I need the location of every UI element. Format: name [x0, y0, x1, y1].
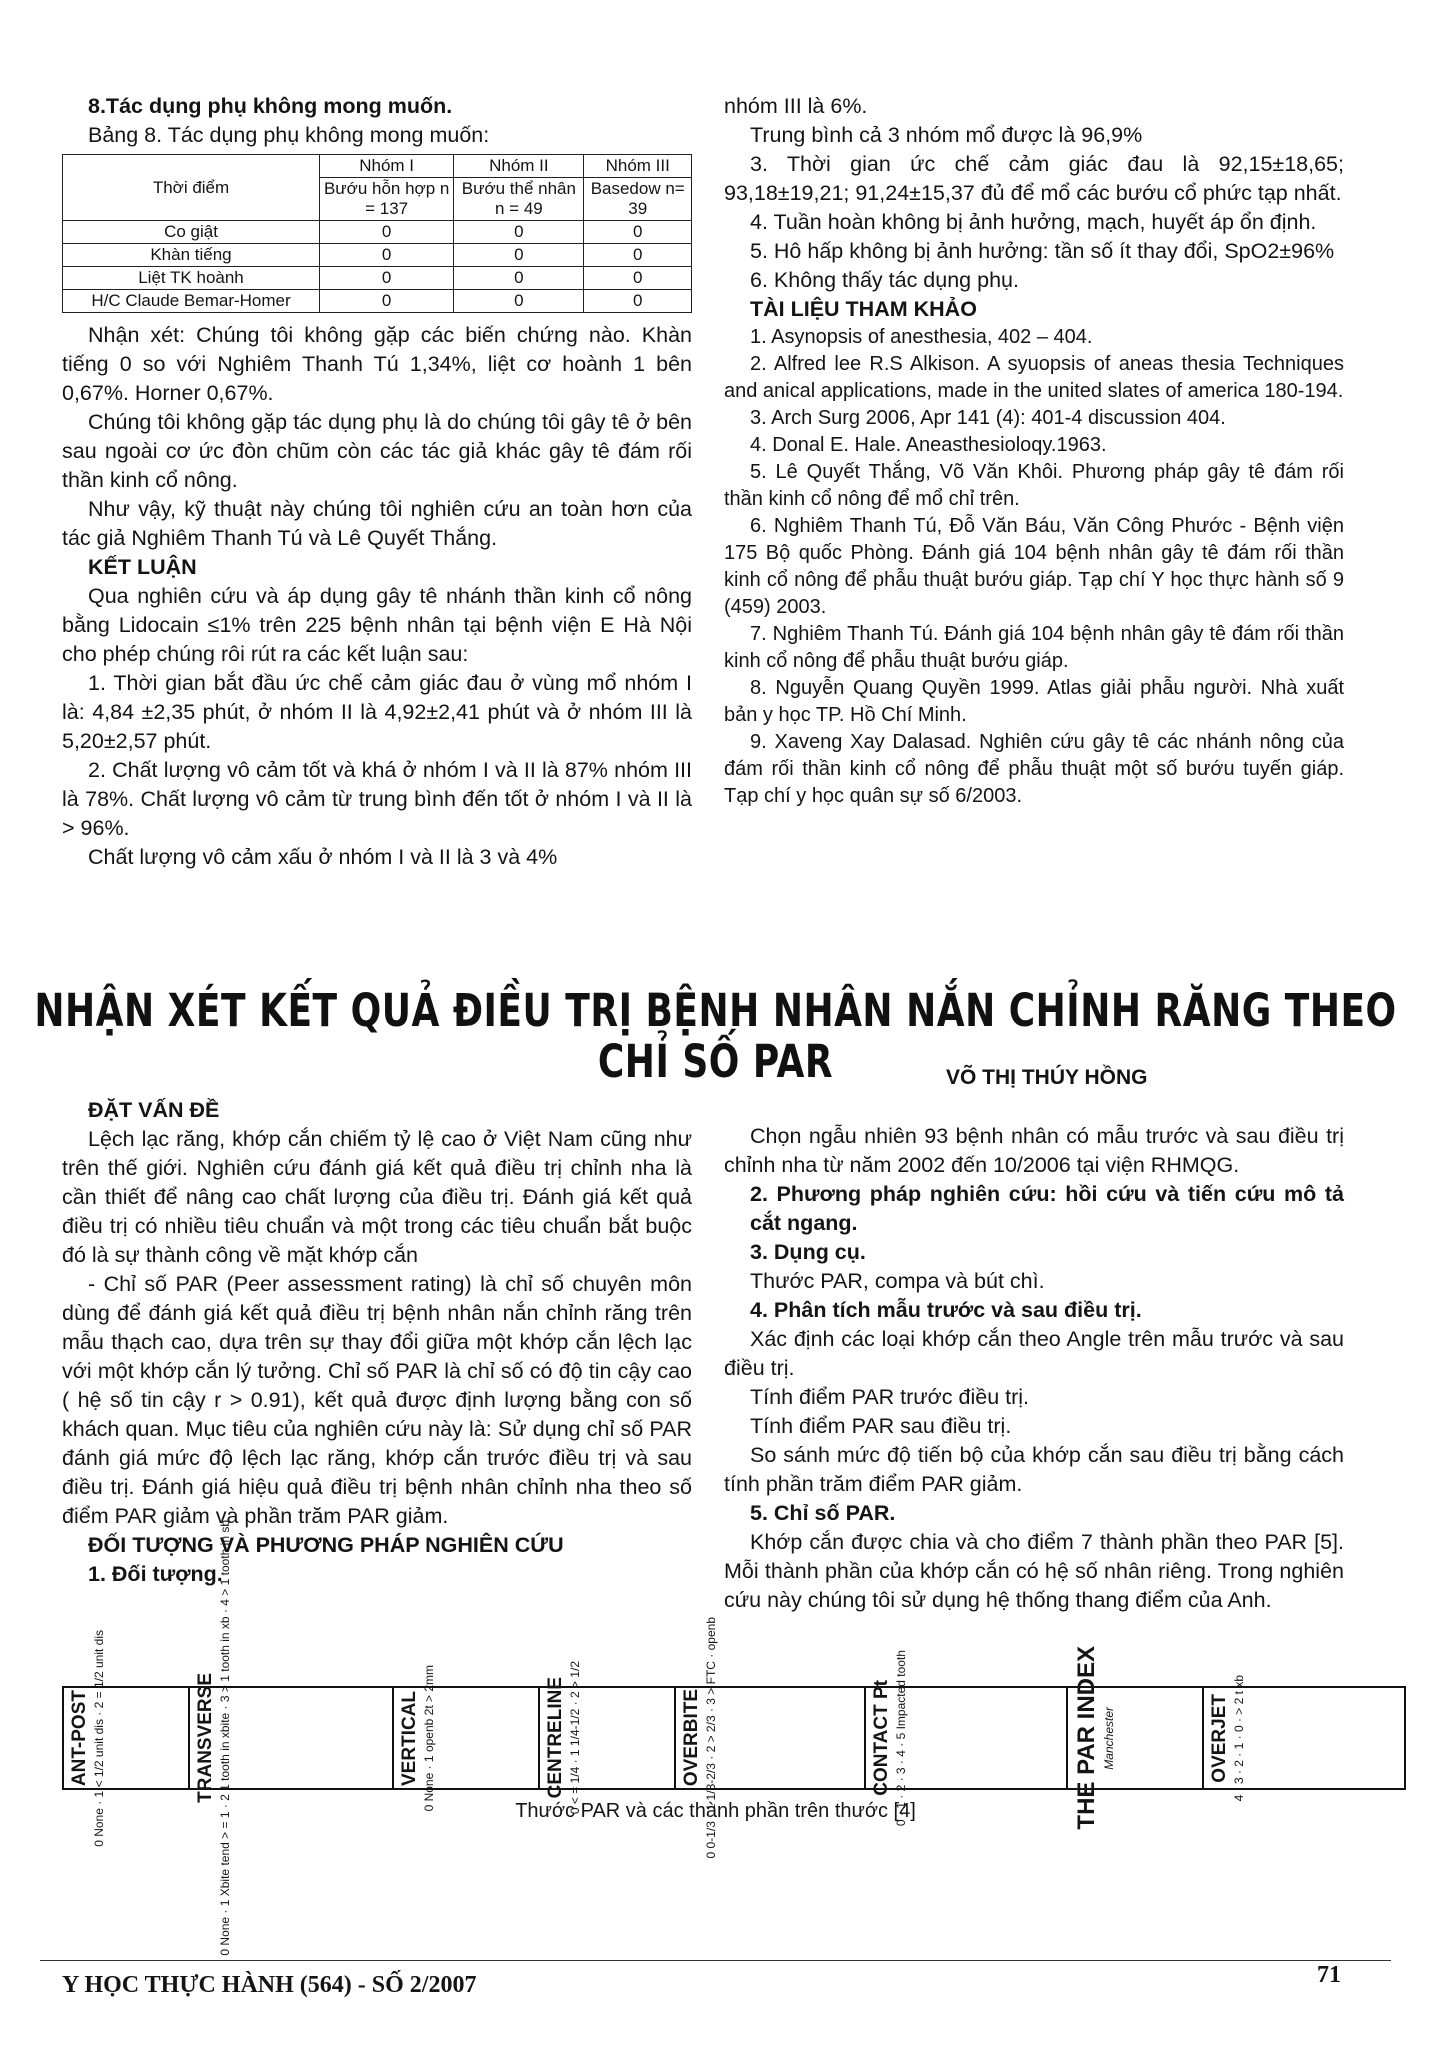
paragraph: Nhận xét: Chúng tôi không gặp các biến chứng nào. Khàn tiếng 0 so với Nghiêm Thanh Tú 1,34%, liệt cơ hoành 1 bên 0,67%. Horner 0,67%.	[62, 323, 692, 405]
paragraph: Thước PAR, compa và bút chì.	[750, 1269, 1045, 1293]
ruler-scale: 0 · 1 · 2 · 3 · 4 · 5 Impacted tooth	[894, 1649, 908, 1827]
reference-item: 1. Asynopsis of anesthesia, 402 – 404.	[750, 326, 1093, 348]
reference-item: 4. Donal E. Hale. Aneasthesioloqy.1963.	[750, 434, 1107, 456]
ruler-scale: 0 0-1/3 · 1 1/3-2/3 · 2 > 2/3 · 3 > FTC · openb	[704, 1617, 718, 1859]
ruler-segment-contact-point	[866, 1649, 1068, 1827]
ruler-label: VERTICAL	[399, 1690, 420, 1786]
table-row-label: Liệt TK hoành	[63, 267, 320, 290]
paragraph: Chất lượng vô cảm xấu ở nhóm I và II là 3 và 4%	[88, 845, 558, 869]
paragraph: Khớp cắn được chia và cho điểm 7 thành phần theo PAR [5]. Mỗi thành phần của khớp cắn có hệ số nhân riêng. Trong nghiên cứu này chúng tôi sử dụng hệ thống thang điểm của Anh.	[724, 1530, 1344, 1612]
paragraph: Trung bình cả 3 nhóm mổ được là 96,9%	[750, 123, 1143, 147]
table-cell: 0	[320, 267, 454, 290]
table-cell: 0	[454, 244, 584, 267]
table-subgroup-1: Bướu hỗn hợp n = 137	[320, 178, 454, 221]
paragraph: Tính điểm PAR sau điều trị.	[750, 1414, 1012, 1438]
table-cell: 0	[454, 267, 584, 290]
reference-list	[724, 324, 1344, 810]
ruler-label: CENTRELINE	[545, 1677, 566, 1799]
table-cell: 0	[454, 290, 584, 313]
table-subgroup-3: Basedow n= 39	[584, 178, 692, 221]
table-cell: 0	[320, 290, 454, 313]
paragraph: Chọn ngẫu nhiên 93 bệnh nhân có mẫu trước và sau điều trị chỉnh nha từ năm 2002 đến 10/2006 tại viện RHMQG.	[724, 1124, 1344, 1177]
table-cell: 0	[454, 221, 584, 244]
table-cell: 0	[584, 290, 692, 313]
table-caption: Bảng 8. Tác dụng phụ không mong muốn:	[88, 123, 490, 147]
paragraph: nhóm III là 6%.	[724, 94, 868, 118]
subsection-heading-par-index: 5. Chỉ số PAR.	[750, 1501, 896, 1525]
table-row	[63, 221, 692, 244]
article-title: NHẬN XÉT KẾT QUẢ ĐIỀU TRỊ BỆNH NHÂN NẮN CHỈNH RĂNG THEO CHỈ SỐ PAR	[34, 985, 1397, 1089]
reference-item: 3. Arch Surg 2006, Apr 141 (4): 401-4 discussion 404.	[750, 407, 1226, 429]
table-cell: 0	[584, 244, 692, 267]
ruler-segment-ant-post	[64, 1629, 190, 1847]
table-cell: 0	[584, 221, 692, 244]
ruler-label: ANT-POST	[69, 1689, 90, 1787]
ruler-scale: 0 < = 1/4 · 1 1/4-1/2 · 2 > 1/2	[568, 1661, 582, 1815]
ruler-label: OVERJET	[1209, 1693, 1230, 1783]
paragraph: 1. Thời gian bắt đầu ức chế cảm giác đau ở vùng mổ nhóm I là: 4,84 ±2,35 phút, ở nhóm II là 4,92±2,41 phút và ở nhóm III là 5,20±2,57 phút.	[62, 671, 692, 753]
reference-item: 6. Nghiêm Thanh Tú, Đỗ Văn Báu, Văn Công Phước - Bệnh viện 175 Bộ quốc Phòng. Đánh giá 104 bệnh nhân gây tê đám rối thần kinh cổ nông để phẫu thuật bướu giáp. Tạp chí Y học thực hành số 9 (459) 2003.	[724, 515, 1344, 618]
ruler-label: OVERBITE	[681, 1689, 702, 1787]
side-effects-table	[62, 154, 692, 313]
section-heading-conclusion: KẾT LUẬN	[88, 555, 197, 579]
table-row	[63, 290, 692, 313]
right-column-top	[724, 92, 1344, 810]
ruler-label: TRANSVERSE	[195, 1673, 216, 1803]
table-group-2: Nhóm II	[454, 155, 584, 178]
section-heading-methods: ĐỐI TƯỢNG VÀ PHƯƠNG PHÁP NGHIÊN CỨU	[88, 1533, 564, 1557]
left-column-top	[62, 92, 692, 872]
left-column-bottom	[62, 1096, 692, 1589]
footer-divider	[40, 1960, 1391, 1961]
paragraph: Lệch lạc răng, khớp cắn chiếm tỷ lệ cao ở Việt Nam cũng như trên thế giới. Nghiên cứu đánh giá kết quả điều trị chỉnh nha là cần thiết để nâng cao chất lượng của điều trị. Đánh giá kết quả điều trị có nhiều tiêu chuẩn và một trong các tiêu chuẩn bắt buộc đó là sự thành công về mặt khớp cắn	[62, 1127, 692, 1267]
paragraph: 6. Không thấy tác dụng phụ.	[750, 268, 1019, 292]
paragraph: Qua nghiên cứu và áp dụng gây tê nhánh thần kinh cổ nông bằng Lidocain ≤1% trên 225 bệnh nhân tại bệnh viện E Hà Nội cho phép chúng rôi rút ra các kết luận sau:	[62, 584, 692, 666]
ruler-scale: 0 None · 1 < 1/2 unit dis · 2 = 1/2 unit dis	[92, 1629, 106, 1847]
journal-footer: Y HỌC THỰC HÀNH (564) - SỐ 2/2007	[62, 1972, 477, 1998]
references-heading: TÀI LIỆU THAM KHẢO	[750, 297, 977, 321]
ruler-subtitle: Manchester	[1102, 1706, 1116, 1770]
reference-item: 7. Nghiêm Thanh Tú. Đánh giá 104 bệnh nhân gây tê đám rối thần kinh cổ nông để phẫu thuật bướu giáp.	[724, 623, 1344, 672]
table-cell: 0	[320, 244, 454, 267]
figure-caption: Thước PAR và các thành phần trên thước [4]	[515, 1800, 916, 1822]
table-row-label: Khàn tiếng	[63, 244, 320, 267]
table-group-1: Nhóm I	[320, 155, 454, 178]
reference-item: 8. Nguyễn Quang Quyền 1999. Atlas giải phẫu người. Nhà xuất bản y học TP. Hồ Chí Minh.	[724, 677, 1344, 726]
section-heading-side-effects: 8.Tác dụng phụ không mong muốn.	[88, 94, 453, 118]
table-row	[63, 267, 692, 290]
paragraph: - Chỉ số PAR (Peer assessment rating) là chỉ số chuyên môn dùng để đánh giá kết quả điều trị bệnh nhân nắn chỉnh răng trên mẫu thạch cao, dựa trên sự thay đổi giữa một khớp cắn lệch lạc với một khớp cắn lý tưởng. Chỉ số PAR là chỉ số có độ tin cậy cao ( hệ số tin cậy r > 0.91), kết quả được định lượng bằng con số khách quan. Mục tiêu của nghiên cứu này là: Sử dụng chỉ số PAR đánh giá mức độ lệch lạc răng, khớp cắn trước điều trị và sau điều trị. Đánh giá hiệu quả điều trị bệnh nhân chỉnh nha theo số điểm PAR giảm và phần trăm PAR giảm.	[62, 1272, 692, 1528]
ruler-segment-overbite	[676, 1617, 866, 1859]
ruler-scale: 4 · 3 · 2 · 1 · 0 · > 2 t xb	[1232, 1674, 1246, 1802]
ruler-segment-centreline	[540, 1661, 676, 1815]
page-number: 71	[1317, 1962, 1341, 1988]
table-row-label: Co giật	[63, 221, 320, 244]
table-subgroup-2: Bướu thể nhân n = 49	[454, 178, 584, 221]
paragraph: Tính điểm PAR trước điều trị.	[750, 1385, 1030, 1409]
ruler-scale: 0 None · 1 Xbite tend > = 1 · 2 1 tooth in xbite · 3 > 1 tooth in xb · 4 > 1 tooth in sb	[218, 1520, 232, 1956]
reference-item: 9. Xaveng Xay Dalasad. Nghiên cứu gây tê các nhánh nông của đám rối thần kinh cổ nông để phẫu thuật một số bướu tuyến giáp. Tạp chí y học quân sự số 6/2003.	[724, 731, 1344, 807]
paragraph: 5. Hô hấp không bị ảnh hưởng: tần số ít thay đổi, SpO2±96%	[750, 239, 1335, 263]
subsection-heading-analysis: 4. Phân tích mẫu trước và sau điều trị.	[750, 1298, 1142, 1322]
table-corner: Thời điểm	[63, 155, 320, 221]
paragraph: Chúng tôi không gặp tác dụng phụ là do chúng tôi gây tê ở bên sau ngoài cơ ức đòn chũm còn các tác giả khác gây tê đám rối thần kinh cổ nông.	[62, 410, 692, 492]
table-cell: 0	[320, 221, 454, 244]
table-cell: 0	[584, 267, 692, 290]
reference-item: 2. Alfred lee R.S Alkison. A syuopsis of aneas thesia Techniques and anical applications, made in the united slates of america 180-194.	[724, 353, 1344, 402]
author-name: VÕ THỊ THÚY HỒNG	[946, 1066, 1148, 1089]
table-row-label: H/C Claude Bemar-Homer	[63, 290, 320, 313]
subsection-heading-subjects: 1. Đối tượng.	[88, 1562, 223, 1586]
paragraph: Như vậy, kỹ thuật này chúng tôi nghiên cứu an toàn hơn của tác giả Nghiêm Thanh Tú và Lê Quyết Thắng.	[62, 497, 692, 550]
paragraph: So sánh mức độ tiến bộ của khớp cắn sau điều trị bằng cách tính phần trăm điểm PAR giảm.	[724, 1443, 1344, 1496]
subsection-heading-method: 2. Phương pháp nghiên cứu: hồi cứu và tiến cứu mô tả cắt ngang.	[750, 1182, 1344, 1235]
subsection-heading-tools: 3. Dụng cụ.	[750, 1240, 866, 1264]
paragraph: Xác định các loại khớp cắn theo Angle trên mẫu trước và sau điều trị.	[724, 1327, 1344, 1380]
reference-item: 5. Lê Quyết Thắng, Võ Văn Khôi. Phương pháp gây tê đám rối thần kinh cổ nông để mổ chỉ trên.	[724, 461, 1344, 510]
paragraph: 3. Thời gian ức chế cảm giác đau là 92,15±18,65; 93,18±19,21; 91,24±15,37 đủ để mổ các bướu cổ phức tạp nhất.	[724, 152, 1344, 205]
ruler-segment-overjet	[1204, 1674, 1430, 1802]
table-group-3: Nhóm III	[584, 155, 692, 178]
ruler-title: THE PAR INDEX	[1073, 1646, 1100, 1830]
ruler-segment-par-index	[1068, 1646, 1204, 1830]
section-heading-introduction: ĐẶT VẤN ĐỀ	[88, 1098, 220, 1122]
ruler-scale: 0 None · 1 openb 2t > 2mm	[422, 1664, 436, 1812]
paragraph: 2. Chất lượng vô cảm tốt và khá ở nhóm I và II là 87% nhóm III là 78%. Chất lượng vô cảm từ trung bình đến tốt ở nhóm I và II là > 96%.	[62, 758, 692, 840]
table-row	[63, 244, 692, 267]
right-column-bottom	[724, 1122, 1344, 1615]
paragraph: 4. Tuần hoàn không bị ảnh hưởng, mạch, huyết áp ổn định.	[750, 210, 1317, 234]
ruler-label: CONTACT Pt	[871, 1680, 892, 1796]
ruler-segment-transverse	[190, 1520, 394, 1956]
ruler-segment-vertical	[394, 1664, 540, 1812]
